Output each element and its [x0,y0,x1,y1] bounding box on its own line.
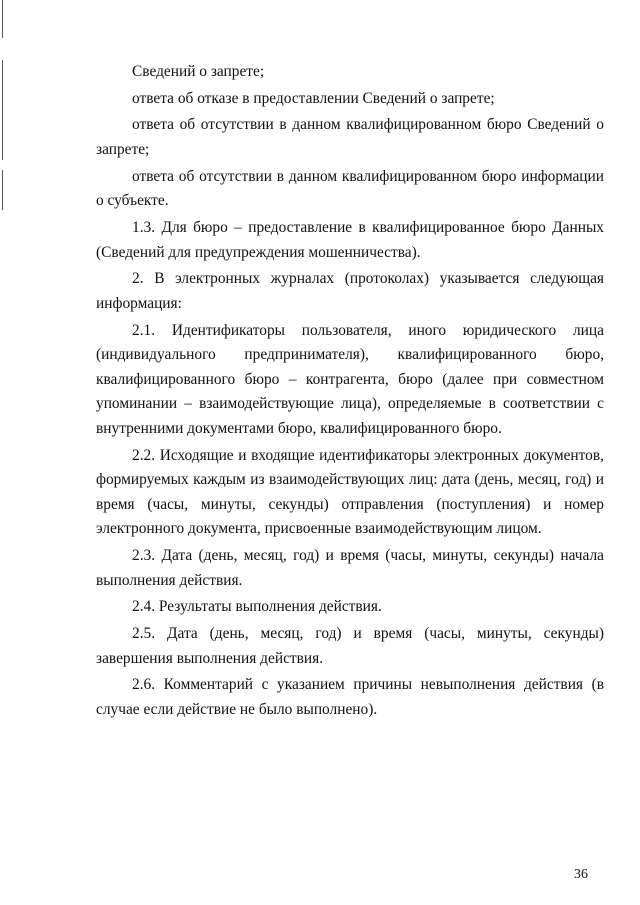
paragraph-absence-of-subject-info: ответа об отсутствии в данном квалифицированном бюро информации о субъекте. [96,167,604,210]
paragraph-refusal-response: ответа об отказе в предоставлении Сведений о запрете; [132,89,495,107]
paragraph-2-1: 2.1. Идентификаторы пользователя, иного юридического лица (индивидуального предпринимателя), квалифицированного бюро, квалифицированного бюро – контрагента, бюро (далее при совместном упоминании – взаимодействующие лица), определяемые в соответствии с внутренними документами бюро, квалифицированного бюро. [96,321,604,437]
document-page [96,60,604,725]
scan-edge-mark [2,60,3,160]
paragraph-2-6: 2.6. Комментарий с указанием причины невыполнения действия (в случае если действие не было выполнено). [96,676,604,718]
paragraph-2-4: 2.4. Результаты выполнения действия. [132,598,382,616]
paragraph-2-5: 2.5. Дата (день, месяц, год) и время (часы, минуты, секунды) завершения выполнения действия. [96,625,604,667]
paragraph-absence-of-prohibition-info: ответа об отсутствии в данном квалифицированном бюро Сведений о запрете; [96,116,604,158]
paragraph-1-3: 1.3. Для бюро – предоставление в квалифицированное бюро Данных (Сведений для предупреждения мошенничества). [96,218,604,261]
paragraph-2-3: 2.3. Дата (день, месяц, год) и время (часы, минуты, секунды) начала выполнения действия. [96,547,604,589]
scan-edge-mark [2,170,3,210]
scan-edge-mark [2,0,3,38]
paragraph-2-2: 2.2. Исходящие и входящие идентификаторы электронных документов, формируемых каждым из взаимодействующих лиц: дата (день, месяц, год) и время (часы, минуты, секунды) отправления (поступления) и номер электронного документа, присвоенные взаимодействующим лицом. [96,446,604,538]
page-number: 36 [574,867,588,882]
paragraph-prohibition-info: Сведений о запрете; [132,63,265,80]
paragraph-2: 2. В электронных журналах (протоколах) указывается следующая информация: [96,270,604,312]
